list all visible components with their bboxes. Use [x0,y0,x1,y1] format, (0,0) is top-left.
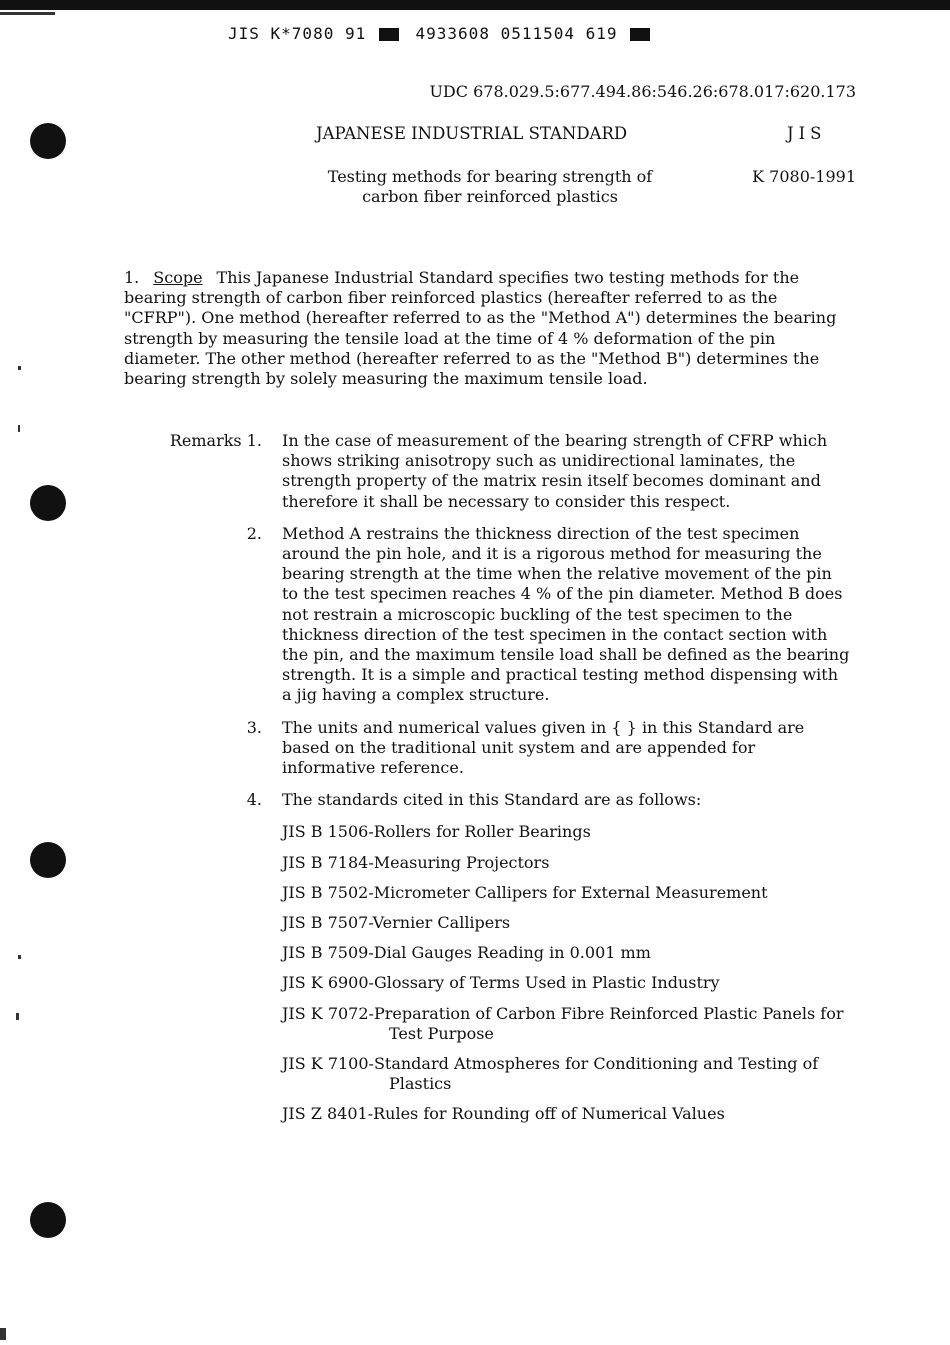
scope-paragraph [124,268,850,389]
cited-standards-list [282,822,850,1124]
scan-speck [18,955,21,959]
punch-hole-icon [30,1202,66,1238]
cited-standard: JIS K 6900-Glossary of Terms Used in Plastic Industry [282,973,720,993]
cited-standard: JIS B 7507-Vernier Callipers [282,913,511,933]
redaction-block [630,28,650,41]
remark-label: Remarks 1. [169,431,262,450]
remark-item [0,524,950,706]
cited-standard: JIS B 1506-Rollers for Roller Bearings [282,822,591,842]
code-part-2: 4933608 0511504 619 [415,24,618,43]
cited-standard: JIS K 7100-Standard Atmospheres for Conditioning and Testing of Plastics [282,1054,819,1094]
remark-item [0,790,950,810]
jis-mark: JIS [787,124,827,143]
redaction-block [379,28,399,41]
section-number: 1. [124,268,140,287]
cited-standard: JIS K 7072-Preparation of Carbon Fibre Reinforced Plastic Panels for Test Purpose [282,1003,844,1043]
remark-text: In the case of measurement of the bearing strength of CFRP which shows striking anisotropy such as unidirectional laminates, the strength property of the matrix resin itself becomes dominant and therefore it shall be necessary to consider this respect. [282,431,828,511]
scan-top-edge [0,0,950,10]
remarks-list [0,431,950,1125]
code-part-1: JIS K*7080 91 [228,24,367,43]
title-line-2: carbon fiber reinforced plastics [362,187,618,206]
remark-text: The standards cited in this Standard are as follows: [282,790,702,810]
scan-speck [18,366,21,370]
udc-classification: UDC 678.029.5:677.494.86:546.26:678.017:620.173 [429,82,856,101]
standard-number: K 7080-1991 [752,167,856,186]
cited-standard: JIS B 7502-Micrometer Callipers for External Measurement [282,882,768,902]
scan-speck [16,1013,19,1020]
scope-text: This Japanese Industrial Standard specifies two testing methods for the bearing strength of carbon fiber reinforced plastics (hereafter referred to as the "CFRP"). One method (hereafter referred to as the "Method A") determines the bearing strength by measuring the tensile load at the time of 4 % deformation of the pin diameter. The other method (hereafter referred to as the "Method B") determines the bearing strength by solely measuring the maximum tensile load. [124,268,837,389]
section-heading: Scope [153,268,203,287]
standard-name: JAPANESE INDUSTRIAL STANDARD [316,124,628,143]
document-code-header [228,24,656,43]
cited-standard: JIS B 7184-Measuring Projectors [282,852,550,872]
remark-text: Method A restrains the thickness direction of the test specimen around the pin hole, and it is a rigorous method for measuring the bearing strength at the time when the relative movement of the pin to the test specimen reaches 4 % of the pin diameter. Method B does not restrain a microscopic buckling of the test specimen to the thickness direction of the test specimen in the contact section with the pin, and the maximum tensile load shall be defined as the bearing strength. It is a simple and practical testing method dispensing with a jig having a complex structure. [282,523,850,705]
document-title [300,167,680,207]
remark-item [0,718,950,779]
punch-hole-icon [30,485,66,521]
remark-text: The units and numerical values given in { } in this Standard are based on the traditional unit system and are appended for informative reference. [282,717,805,778]
scan-speck [18,425,20,432]
cited-standard: JIS Z 8401-Rules for Rounding off of Numerical Values [282,1104,725,1124]
remark-item [0,431,950,512]
remark-label: 4. [246,790,262,810]
punch-hole-icon [30,123,66,159]
remark-label: 2. [246,523,262,543]
cited-standard: JIS B 7509-Dial Gauges Reading in 0.001 mm [282,943,651,963]
scan-mark [0,1328,6,1340]
title-line-1: Testing methods for bearing strength of [327,167,653,186]
remark-label: 3. [246,717,262,737]
punch-hole-icon [30,842,66,878]
scan-mark [0,12,55,15]
